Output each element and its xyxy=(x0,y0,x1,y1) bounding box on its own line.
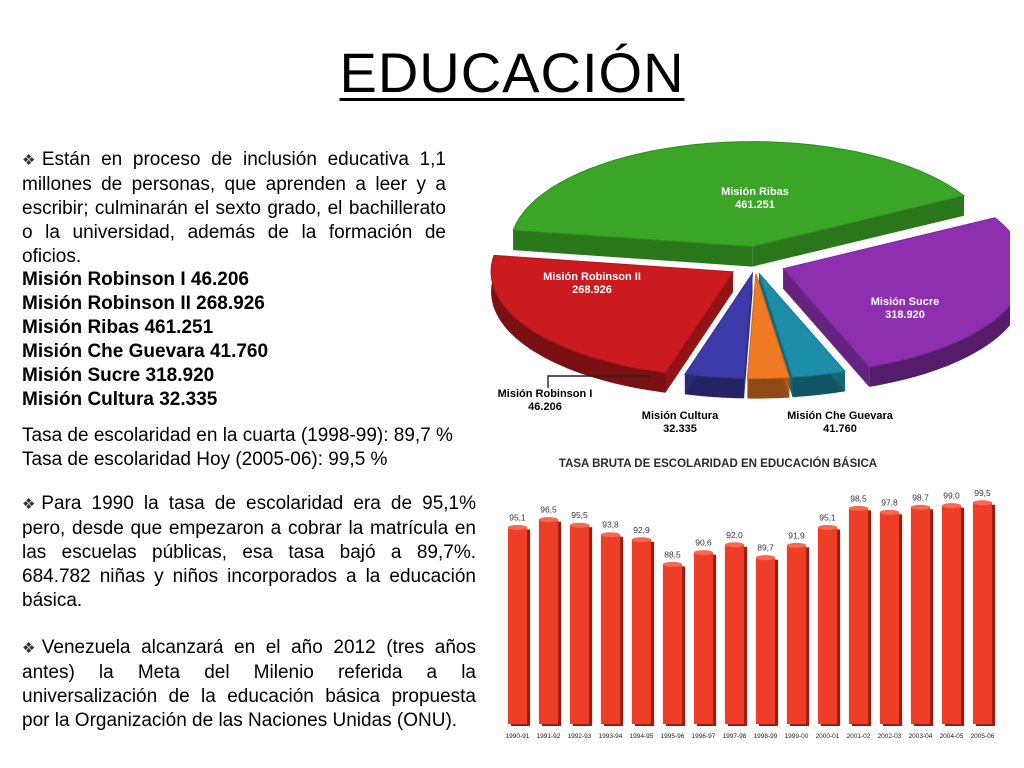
mission-item: Misión Robinson I 46.206 xyxy=(22,269,249,290)
bar xyxy=(508,525,530,726)
rate-line: Tasa de escolaridad Hoy (2005-06): 99,5 % xyxy=(22,449,388,470)
pie-slice-value: 46.206 xyxy=(528,401,562,413)
bar xyxy=(632,537,654,726)
bar-value-label: 93,8 xyxy=(602,519,619,530)
bar-category-label: 1995-96 xyxy=(660,733,685,740)
bar xyxy=(911,505,933,726)
bar-category-label: 1993-94 xyxy=(598,733,623,740)
bar-category-label: 2005-06 xyxy=(970,733,995,740)
bar-value-label: 97,8 xyxy=(881,497,898,508)
bar xyxy=(694,550,716,726)
bar-category-label: 1998-99 xyxy=(753,733,778,740)
bar-category-label: 2004-05 xyxy=(939,733,964,740)
bar xyxy=(725,542,747,726)
mission-item: Misión Ribas 461.251 xyxy=(22,317,214,338)
pie-slice-label: Misión Ribas xyxy=(721,186,789,198)
bar-value-label: 96,5 xyxy=(540,504,557,515)
bar-category-label: 1991-92 xyxy=(536,733,561,740)
paragraph-millennium-goal-text: Venezuela alcanzará en el año 2012 (tres años antes) la Meta del Milenio referida a la universalización de la educación básica propuesta por la Organización de las Naciones Unidas (ONU). xyxy=(22,637,476,731)
paragraph-millennium-goal xyxy=(22,636,476,733)
bar-category-label: 1996-97 xyxy=(691,733,716,740)
paragraph-1990 xyxy=(22,492,476,613)
bar xyxy=(663,562,685,726)
pie-slice-label: Misión Cultura xyxy=(641,410,719,422)
pie-slice-value: 32.335 xyxy=(663,423,697,435)
bar-category-label: 1999-00 xyxy=(784,733,809,740)
bar-value-label: 98,7 xyxy=(912,492,929,503)
pie-slice-value: 318.920 xyxy=(885,309,925,321)
bar xyxy=(539,517,561,726)
mission-item: Misión Sucre 318.920 xyxy=(22,365,215,386)
bar-value-label: 95,5 xyxy=(571,510,588,521)
mission-item: Misión Che Guevara 41.760 xyxy=(22,341,269,362)
pie-slice-label: Misión Che Guevara xyxy=(787,410,893,422)
bar-category-label: 1990-91 xyxy=(505,733,530,740)
bar-category-label: 1997-98 xyxy=(722,733,747,740)
schooling-rates xyxy=(22,424,492,472)
bar xyxy=(942,503,964,726)
mission-item: Misión Cultura 32.335 xyxy=(22,389,218,410)
bar-category-label: 1992-93 xyxy=(567,733,592,740)
bar xyxy=(818,525,840,726)
bar-value-label: 89,7 xyxy=(757,542,774,553)
four-diamond-bullet-icon: ❖ xyxy=(22,152,41,169)
bar xyxy=(787,543,809,726)
bar-value-label: 98,5 xyxy=(850,493,867,504)
bar-value-label: 99,5 xyxy=(974,487,991,498)
bar xyxy=(756,555,778,726)
schooling-bar-chart xyxy=(490,448,1010,748)
paragraph-inclusion xyxy=(22,148,446,269)
pie-slice-label: Misión Sucre xyxy=(870,296,940,308)
four-diamond-bullet-icon: ❖ xyxy=(22,640,41,657)
bar xyxy=(849,506,871,726)
pie-slice-label: Misión Robinson I xyxy=(497,388,593,400)
bar-value-label: 95,1 xyxy=(509,512,526,523)
bar-category-label: 2003-04 xyxy=(908,733,933,740)
bar-category-label: 2001-02 xyxy=(846,733,871,740)
bar-value-label: 99,0 xyxy=(943,490,960,501)
pie-slice-value: 268.926 xyxy=(572,284,612,296)
bar-value-label: 90,6 xyxy=(695,537,712,548)
page-title: EDUCACIÓN xyxy=(339,41,685,104)
bar-value-label: 91,9 xyxy=(788,530,805,541)
bar-chart-title: TASA BRUTA DE ESCOLARIDAD EN EDUCACIÓN BÁSICA xyxy=(558,458,878,470)
pie-slice-value: 461.251 xyxy=(735,199,775,211)
bar-value-label: 95,1 xyxy=(819,512,836,523)
bar-value-label: 92,9 xyxy=(633,524,650,535)
missions-pie-chart xyxy=(480,140,1010,440)
bar xyxy=(880,510,902,726)
paragraph-1990-text: Para 1990 la tasa de escolaridad era de 95,1% pero, desde que empezaron a cobrar la matrícula en las escuelas públicas, esa tasa bajó a 89,7%. 684.782 niñas y niños incorporados a la educación básica. xyxy=(22,493,476,611)
mission-item: Misión Robinson II 268.926 xyxy=(22,293,265,314)
missions-list xyxy=(22,268,462,412)
bar-category-label: 2000-01 xyxy=(815,733,840,740)
four-diamond-bullet-icon: ❖ xyxy=(22,496,41,513)
bar xyxy=(973,500,995,726)
pie-slice-value: 41.760 xyxy=(823,423,857,435)
bar xyxy=(601,532,623,726)
bar xyxy=(570,523,592,726)
paragraph-inclusion-text: Están en proceso de inclusión educativa 1,1 millones de personas, que aprenden a leer y a escribir; culminarán el sexto grado, el bachillerato o la universidad, además de la formación de oficios. xyxy=(22,149,446,267)
bar-value-label: 92,0 xyxy=(726,529,743,540)
rate-line: Tasa de escolaridad en la cuarta (1998-99): 89,7 % xyxy=(22,425,453,446)
bar-category-label: 1994-95 xyxy=(629,733,654,740)
bar-category-label: 2002-03 xyxy=(877,733,902,740)
bar-value-label: 88,5 xyxy=(664,549,681,560)
pie-slice-label: Misión Robinson II xyxy=(543,271,641,283)
